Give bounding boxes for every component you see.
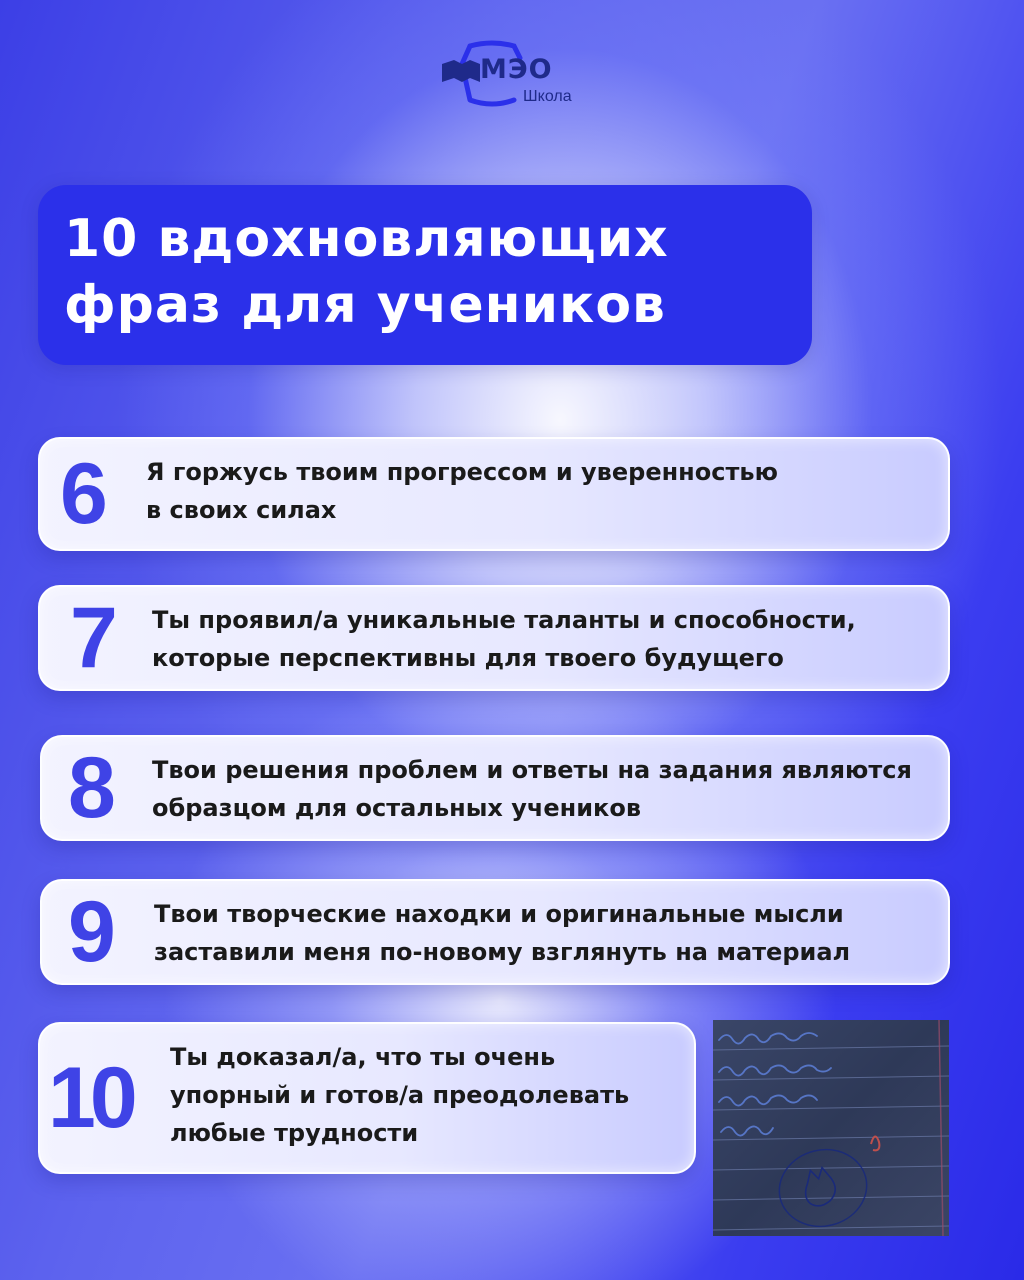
phrase-text-line-2: образцом для остальных учеников xyxy=(152,794,641,822)
phrase-card-7 xyxy=(38,585,950,691)
phrase-card-6 xyxy=(38,437,950,551)
phrase-text-line-1: Ты проявил/а уникальные таланты и способности, xyxy=(152,606,856,634)
phrase-text-line-1: Я горжусь твоим прогрессом и уверенностью xyxy=(146,458,778,486)
phrase-text-line-2: в своих силах xyxy=(146,496,337,524)
school-logo xyxy=(440,38,610,110)
notebook-photo xyxy=(713,1020,949,1236)
phrase-card-8 xyxy=(40,735,950,841)
phrase-number: 10 xyxy=(48,1050,132,1146)
phrase-text-line-2: упорный и готов/а преодолевать xyxy=(170,1081,630,1109)
phrase-text-line-3: любые трудности xyxy=(170,1119,419,1147)
logo-subtitle: Школа xyxy=(523,88,572,105)
phrase-number: 6 xyxy=(60,446,108,542)
phrase-text-line-2: заставили меня по-новому взглянуть на материал xyxy=(154,938,851,966)
phrase-text-line-2: которые перспективны для твоего будущего xyxy=(152,644,784,672)
phrase-text-line-1: Твои творческие находки и оригинальные мысли xyxy=(154,900,844,928)
phrase-number: 9 xyxy=(68,884,116,980)
phrase-text-line-1: Ты доказал/а, что ты очень xyxy=(170,1043,556,1071)
logo-brand: МЭО xyxy=(480,54,553,85)
page-title-line-1: 10 вдохновляющих xyxy=(64,209,669,269)
phrase-card-10 xyxy=(38,1022,696,1174)
notebook-handwriting-illustration xyxy=(713,1020,949,1236)
page-title-line-2: фраз для учеников xyxy=(64,275,666,335)
title-banner xyxy=(38,185,812,365)
phrase-number: 7 xyxy=(70,590,118,686)
phrase-text-line-1: Твои решения проблем и ответы на задания являются xyxy=(152,756,912,784)
phrase-card-9 xyxy=(40,879,950,985)
phrase-number: 8 xyxy=(68,740,116,836)
